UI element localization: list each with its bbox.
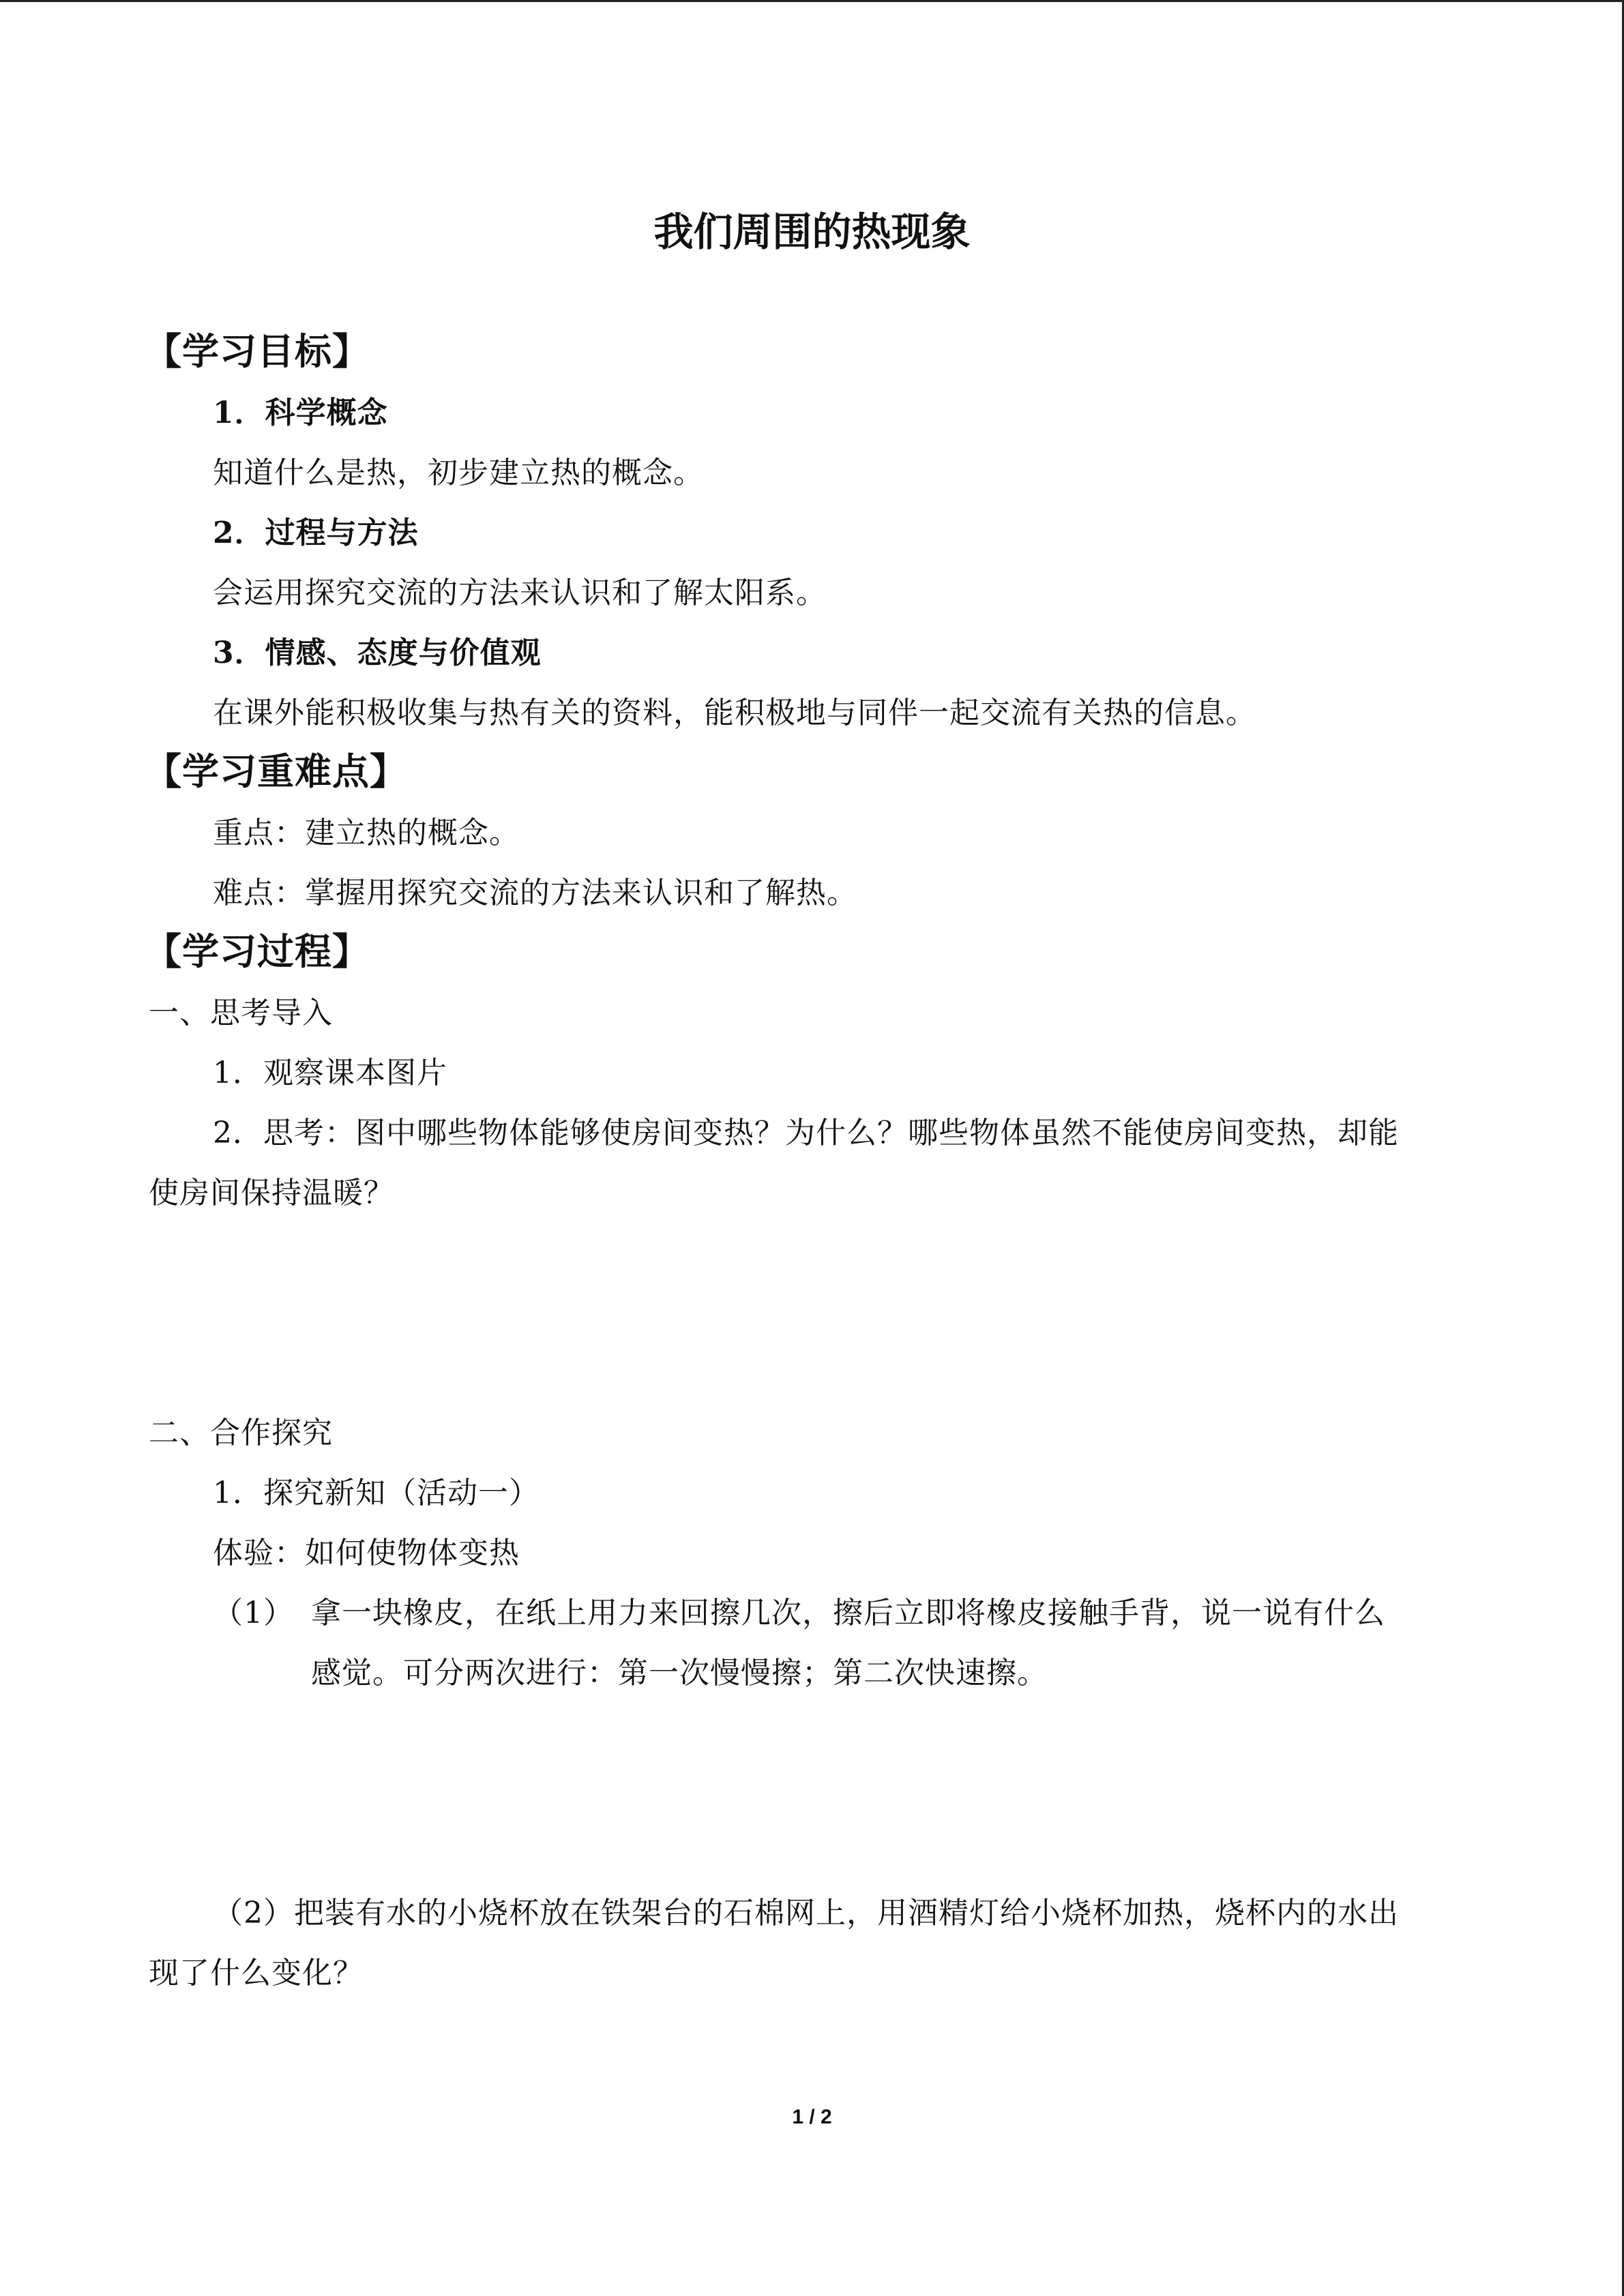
part-heading-cooperative-inquiry: 二、合作探究: [149, 1416, 333, 1450]
key-point-difficulty: 难点：掌握用探究交流的方法来认识和了解热。: [213, 876, 857, 910]
question-line-2: 使房间保持温暖？: [149, 1176, 394, 1210]
section-heading-key-points: 【学习重难点】: [145, 750, 407, 793]
activity-step-2-line-2: 现了什么变化？: [149, 1956, 364, 1991]
subheading-attitude-values: 3．情感、态度与价值观: [213, 636, 542, 670]
subheading-process-method: 2．过程与方法: [213, 516, 419, 550]
question-line-1: 2．思考：图中哪些物体能够使房间变热？为什么？哪些物体虽然不能使房间变热，却能: [213, 1116, 1399, 1150]
step-observe-pictures: 1．观察课本图片: [213, 1056, 447, 1090]
activity-step-1-line-1: 拿一块橡皮，在纸上用力来回擦几次，擦后立即将橡皮接触手背，说一说有什么: [311, 1596, 1385, 1630]
activity-step-2-line-1: （2）把装有水的小烧杯放在铁架台的石棉网上，用酒精灯给小烧杯加热，烧杯内的水出: [213, 1896, 1399, 1930]
part-heading-thinking-intro: 一、思考导入: [149, 996, 333, 1030]
activity-step-1-number: （1）: [213, 1596, 294, 1630]
document-title: 我们周围的热现象: [653, 209, 971, 255]
step-explore-new-knowledge: 1．探究新知（活动一）: [213, 1476, 540, 1510]
activity-step-1-line-2: 感觉。可分两次进行：第一次慢慢擦；第二次快速擦。: [311, 1656, 1048, 1690]
page-border-top: [0, 0, 1624, 2]
page-number: 1 / 2: [792, 2106, 832, 2128]
paragraph-process-method: 会运用探究交流的方法来认识和了解太阳系。: [213, 576, 827, 610]
section-heading-process: 【学习过程】: [145, 930, 370, 973]
section-heading-objectives: 【学习目标】: [145, 330, 370, 373]
subheading-science-concept: 1．科学概念: [213, 396, 388, 430]
key-point-focus: 重点：建立热的概念。: [213, 816, 520, 850]
paragraph-science-concept: 知道什么是热，初步建立热的概念。: [213, 456, 704, 490]
experience-prompt: 体验：如何使物体变热: [213, 1536, 520, 1570]
paragraph-attitude-values: 在课外能积极收集与热有关的资料，能积极地与同伴一起交流有关热的信息。: [213, 696, 1256, 730]
